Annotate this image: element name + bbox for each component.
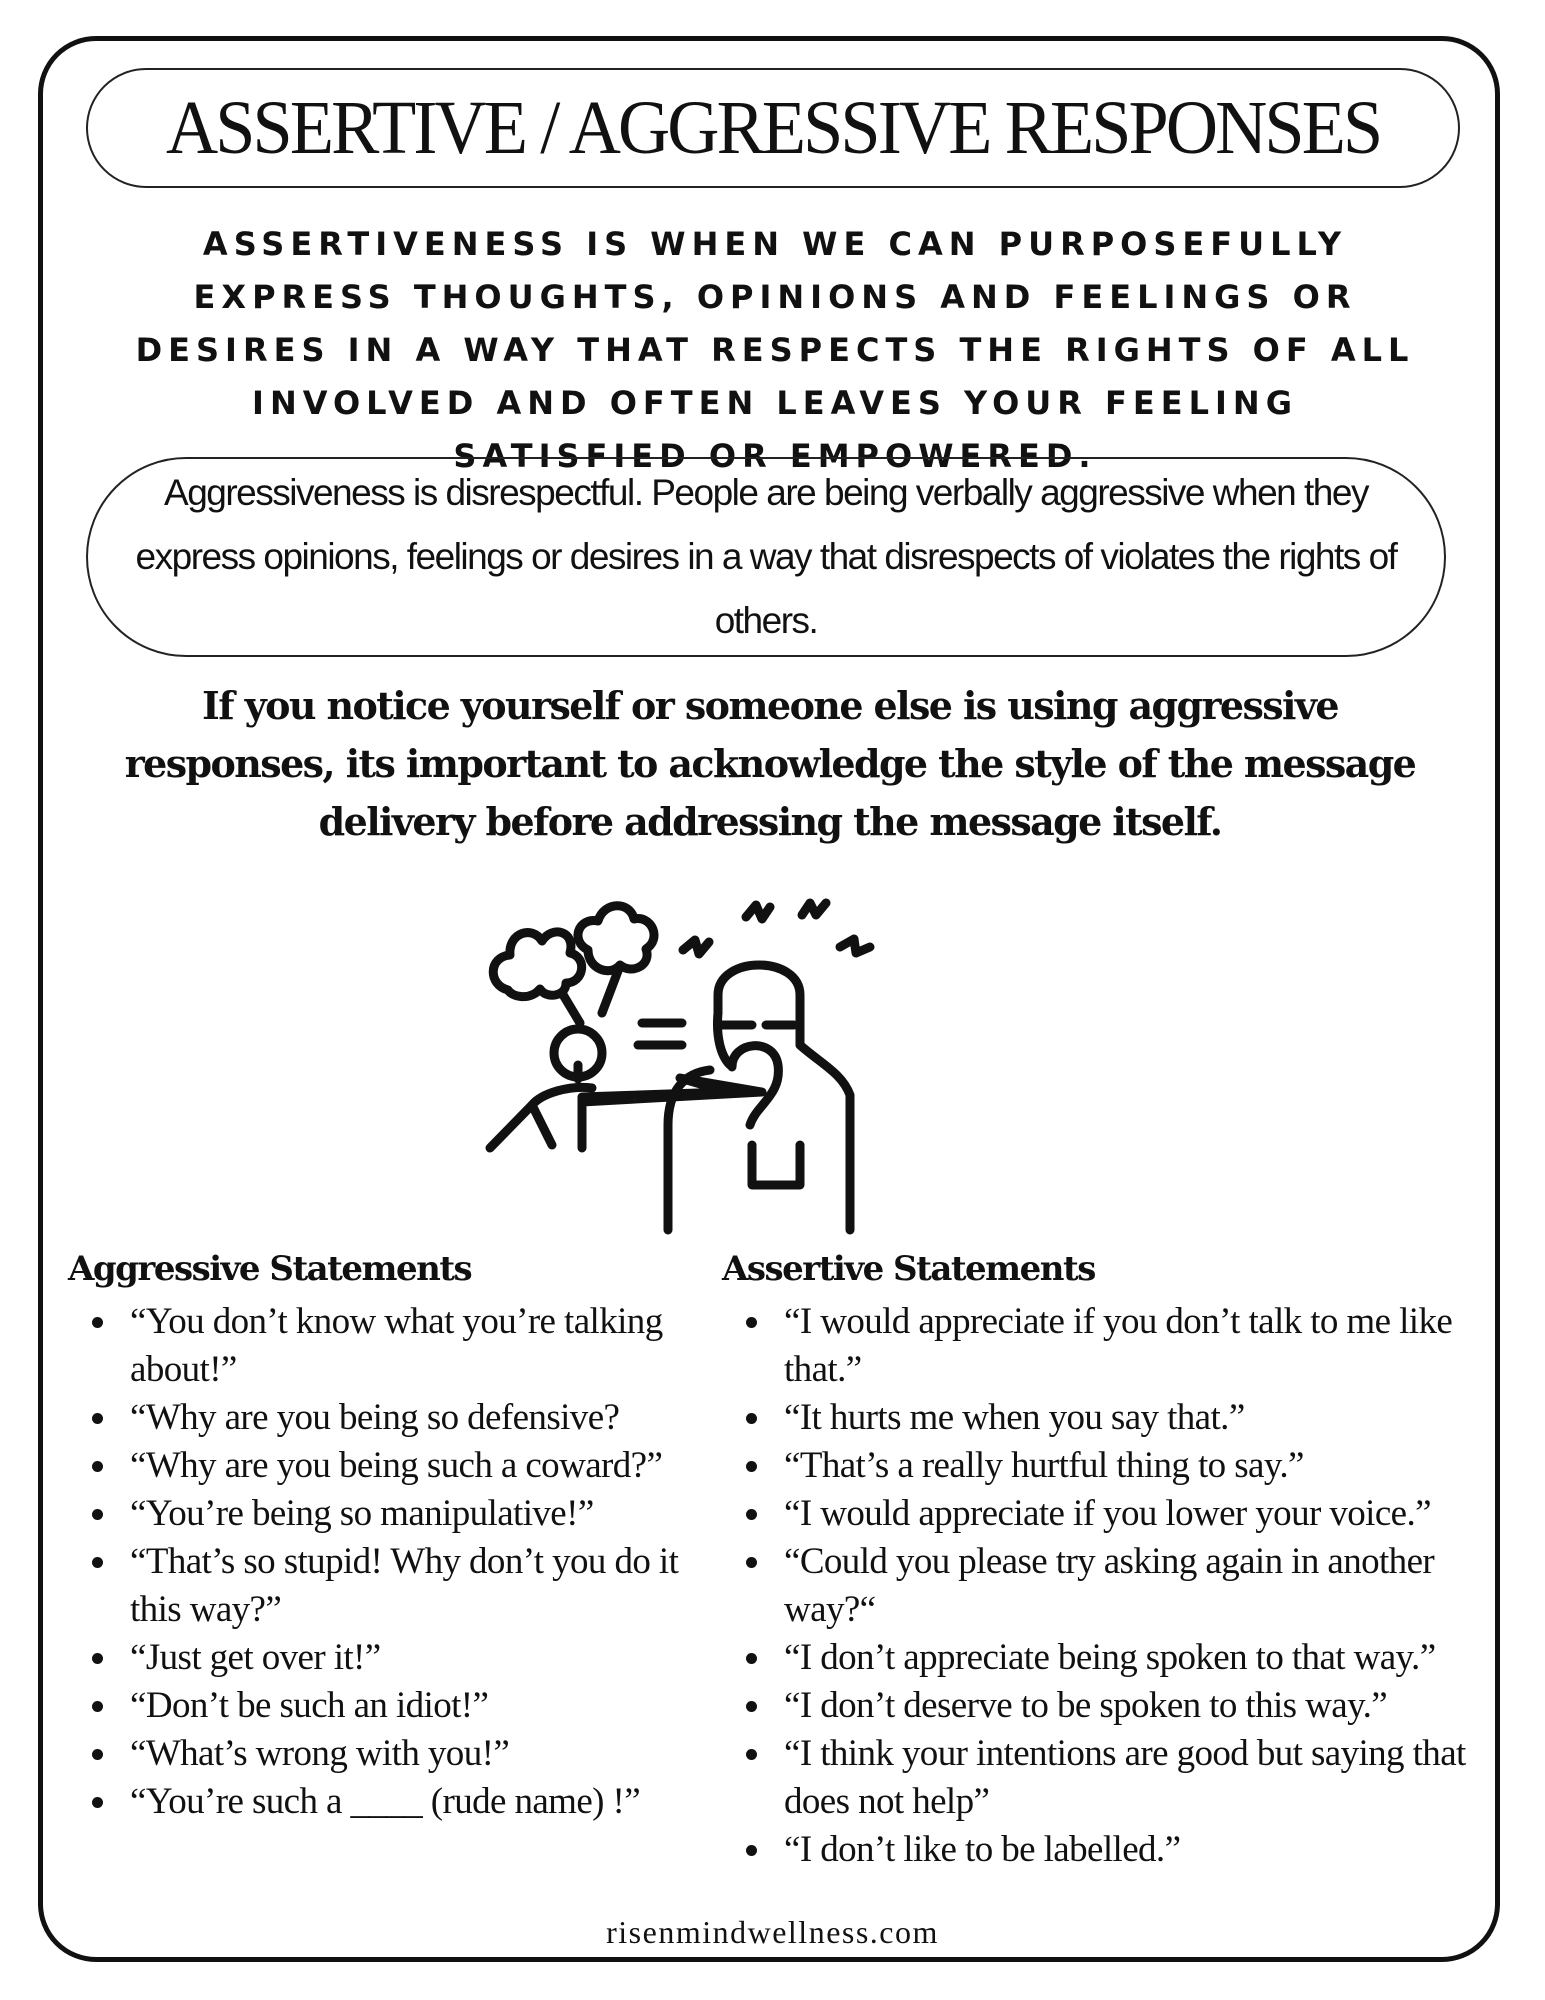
list-item: “That’s so stupid! Why don’t you do it this way?” xyxy=(68,1538,728,1634)
list-item: “I think your intentions are good but saying that does not help” xyxy=(722,1730,1492,1826)
aggressiveness-callout xyxy=(86,457,1446,657)
assertiveness-definition: ASSERTIVENESS IS WHEN WE CAN PURPOSEFULLY EXPRESS THOUGHTS, OPINIONS AND FEELINGS OR DESIRES IN A WAY THAT RESPECTS THE RIGHTS OF ALL INVOLVED AND OFTEN LEAVES YOUR FEELING SATISFIED OR EMPOWERED. xyxy=(135,225,1415,475)
list-item: “I don’t deserve to be spoken to this way.” xyxy=(722,1682,1492,1730)
list-item: “I would appreciate if you lower your voice.” xyxy=(722,1490,1492,1538)
list-item: “Just get over it!” xyxy=(68,1634,728,1682)
list-item: “It hurts me when you say that.” xyxy=(722,1394,1492,1442)
list-item: “Could you please try asking again in another way?“ xyxy=(722,1538,1492,1634)
list-item: “What’s wrong with you!” xyxy=(68,1730,728,1778)
list-item: “I would appreciate if you don’t talk to me like that.” xyxy=(722,1298,1492,1394)
aggressive-statements-heading: Aggressive Statements xyxy=(68,1249,472,1289)
assertive-statements-section xyxy=(722,1244,1492,1874)
list-item: “You’re being so manipulative!” xyxy=(68,1490,728,1538)
website-footer: risenmindwellness.com xyxy=(606,1914,939,1950)
page-title: ASSERTIVE / AGGRESSIVE RESPONSES xyxy=(165,85,1381,170)
aggressiveness-definition: Aggressiveness is disrespectful. People are being verbally aggressive when they express opinions, feelings or desires in a way that disrespects of violates the rights of others. xyxy=(135,472,1397,641)
assertive-statements-list xyxy=(722,1298,1492,1874)
aggressive-statements-section xyxy=(68,1244,728,1826)
list-item: “That’s a really hurtful thing to say.” xyxy=(722,1442,1492,1490)
notice-statement: If you notice yourself or someone else is using aggressive responses, its important to acknowledge the style of the message delivery before addressing the message itself. xyxy=(124,683,1416,844)
aggressive-statements-list xyxy=(68,1298,728,1826)
list-item: “Don’t be such an idiot!” xyxy=(68,1682,728,1730)
list-item: “I don’t appreciate being spoken to that way.” xyxy=(722,1634,1492,1682)
list-item: “You’re such a ____ (rude name) !” xyxy=(68,1778,728,1826)
list-item: “I don’t like to be labelled.” xyxy=(722,1826,1492,1874)
list-item: “Why are you being such a coward?” xyxy=(68,1442,728,1490)
assertive-statements-heading: Assertive Statements xyxy=(722,1249,1095,1289)
list-item: “You don’t know what you’re talking about!” xyxy=(68,1298,728,1394)
list-item: “Why are you being so defensive? xyxy=(68,1394,728,1442)
angry-person-pointing-at-stressed-person-icon xyxy=(470,895,1030,1235)
title-banner xyxy=(86,68,1460,188)
